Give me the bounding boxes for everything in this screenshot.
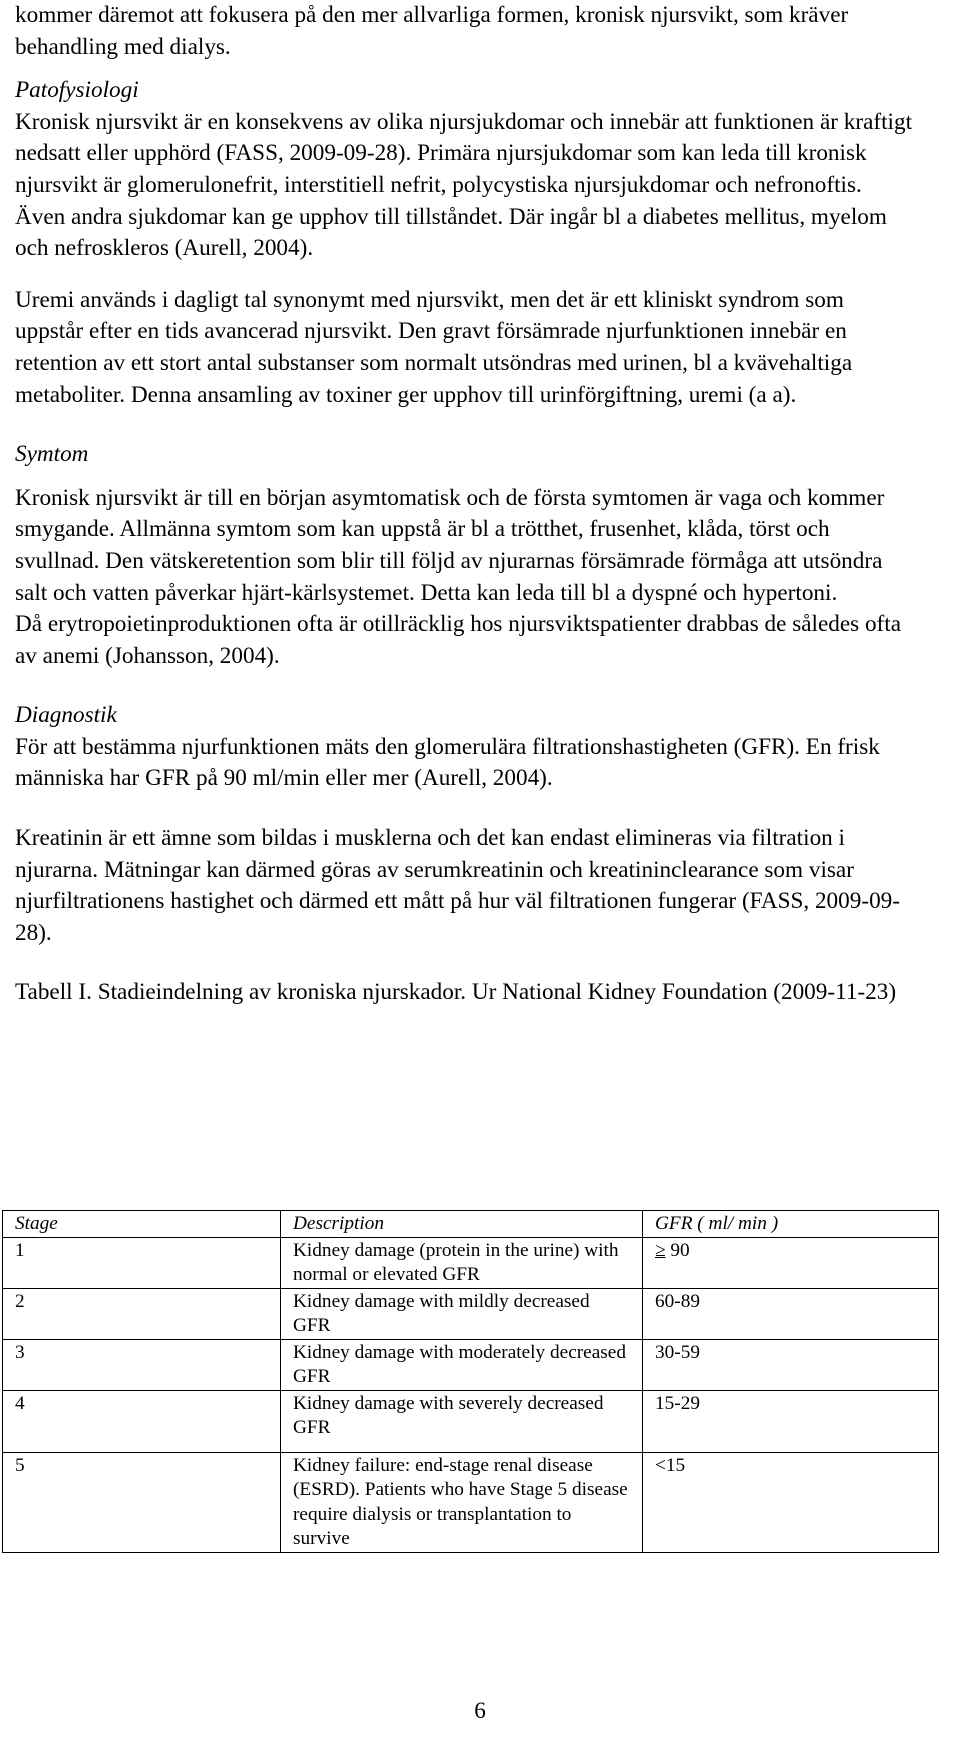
heading-symtom: Symtom [15,441,89,468]
heading-diagnostik: Diagnostik [15,702,117,729]
heading-patofysiologi: Patofysiologi [15,77,139,104]
table-row [3,1288,939,1339]
table-row [3,1452,939,1552]
header-gfr: GFR ( ml/ min ) [643,1211,939,1238]
stage-cell: 3 [3,1339,281,1390]
patofysiologi-paragraph-1: Kronisk njursvikt är en konsekvens av olika njursjukdomar och innebär att funktionen är kraftigt nedsatt eller upphörd (FASS, 2009-09-28). Primära njursjukdomar som kan leda till kronisk njursvikt är glomerulonefrit, interstitiell nefrit, polycystiska njursjukdomar och nefronoftis. Även andra sjukdomar kan ge upphov till tillståndet. Där ingår bl a diabetes mellitus, myelom och nefroskleros (Aurell, 2004). [15,108,913,262]
table-row [3,1237,939,1288]
document-page [15,0,915,1009]
gfr-value: 90 [665,1239,690,1261]
stage-cell: 5 [3,1452,281,1552]
symtom-paragraph-2: Då erytropoietinproduktionen ofta är otillräcklig hos njursviktspatienter drabbas de således ofta av anemi (Johansson, 2004). [15,611,902,669]
gfr-cell [643,1237,939,1288]
description-cell: Kidney damage with moderately decreased GFR [281,1339,643,1390]
header-stage: Stage [3,1211,281,1238]
description-cell: Kidney failure: end-stage renal disease (ESRD). Patients who have Stage 5 disease require dialysis or transplantation to survive [281,1452,643,1552]
gfr-cell: 60-89 [643,1288,939,1339]
symtom-paragraph-1: Kronisk njursvikt är till en början asymtomatisk och de första symtomen är vaga och kommer smygande. Allmänna symtom som kan uppstå är bl a trötthet, frusenhet, klåda, törst och svullnad. Den vätskeretention som blir till följd av njurarnas försämrade förmåga att utsöndra salt och vatten påverkar hjärt-kärlsystemet. Detta kan leda till bl a dyspné och hypertoni. [15,484,885,606]
description-cell: Kidney damage with mildly decreased GFR [281,1288,643,1339]
table-row [3,1390,939,1452]
patofysiologi-paragraph-2: Uremi används i dagligt tal synonymt med njursvikt, men det är ett kliniskt syndrom som uppstår efter en tids avancerad njursvikt. Den gravt försämrade njurfunktionen innebär en retention av ett stort antal substanser som normalt utsöndras med urinen, bl a kvävehaltiga metaboliter. Denna ansamling av toxiner ger upphov till urinförgiftning, uremi (a a). [15,286,853,408]
description-cell: Kidney damage (protein in the urine) with normal or elevated GFR [281,1237,643,1288]
page-number: 6 [474,1698,486,1724]
gfr-cell: 15-29 [643,1390,939,1452]
stage-cell: 1 [3,1237,281,1288]
gfr-cell: <15 [643,1452,939,1552]
diagnostik-paragraph-2: Kreatinin är ett ämne som bildas i musklerna och det kan endast elimineras via filtration i njurarna. Mätningar kan därmed göras av serumkreatinin och kreatininclearance som visar njurfiltrationens hastighet och därmed ett mått på hur väl filtrationen fungerar (FASS, 2009-09-28). [15,825,900,946]
header-description: Description [281,1211,643,1238]
table-row [3,1339,939,1390]
gfr-cell: 30-59 [643,1339,939,1390]
greater-equal-symbol: ≥ [655,1239,666,1261]
stage-cell: 2 [3,1288,281,1339]
table-caption: Tabell I. Stadieindelning av kroniska njurskador. Ur National Kidney Foundation (2009-11-23) [15,979,897,1006]
stage-cell: 4 [3,1390,281,1452]
stage-table [2,1210,939,1553]
intro-paragraph: kommer däremot att fokusera på den mer allvarliga formen, kronisk njursvikt, som kräver behandling med dialys. [15,2,849,60]
diagnostik-paragraph-1: För att bestämma njurfunktionen mäts den glomerulära filtrationshastigheten (GFR). En frisk människa har GFR på 90 ml/min eller mer (Aurell, 2004). [15,733,880,792]
description-cell: Kidney damage with severely decreased GFR [281,1390,643,1452]
table-header-row [3,1211,939,1238]
